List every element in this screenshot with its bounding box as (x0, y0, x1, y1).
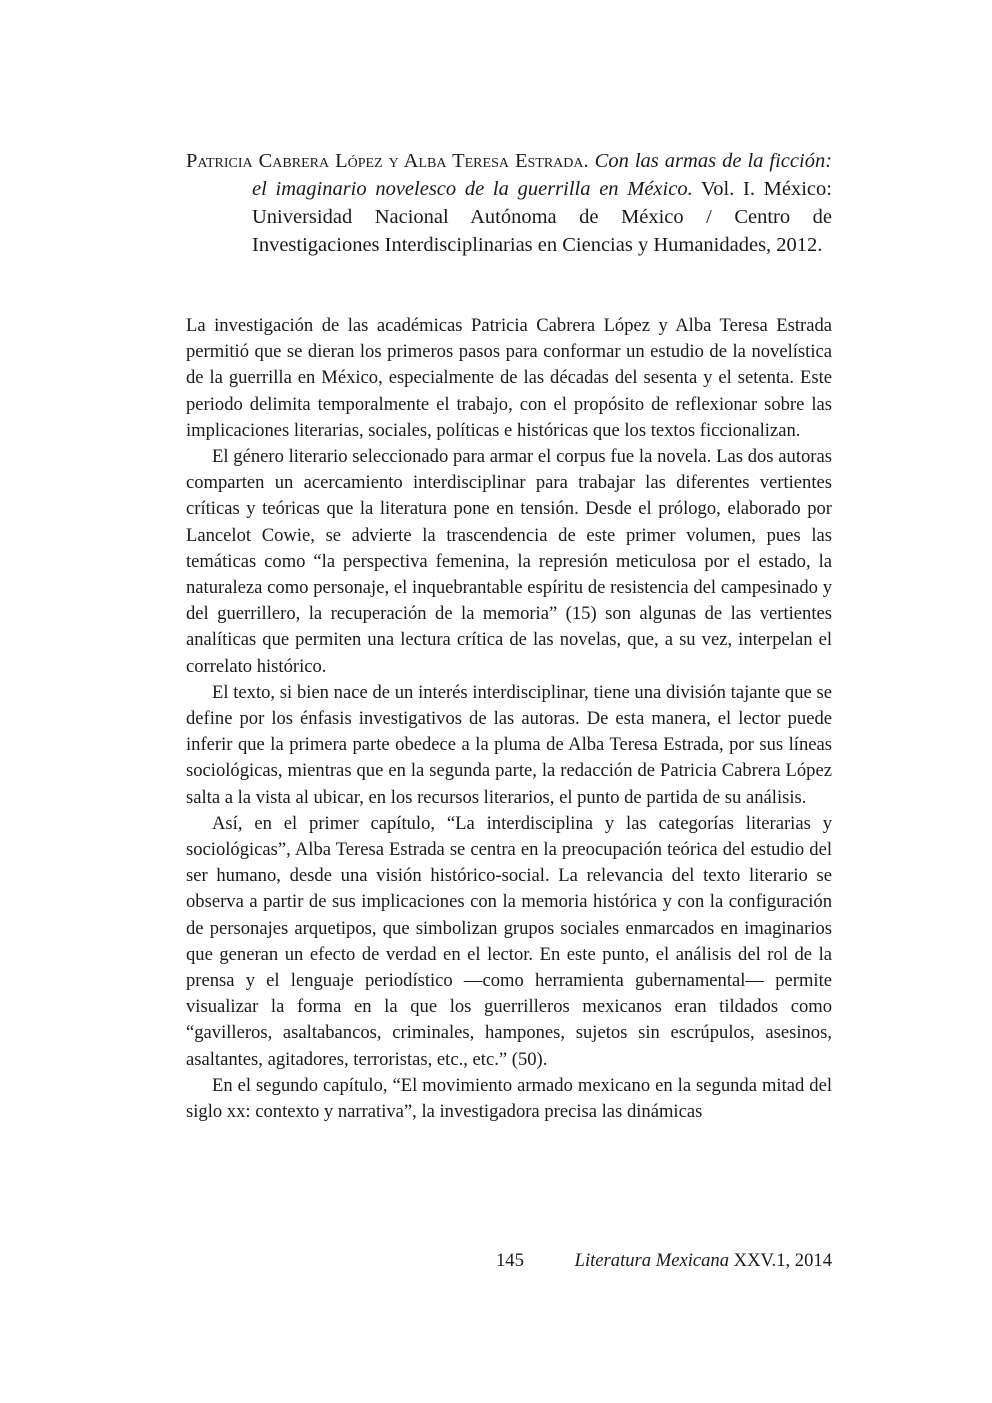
review-body (186, 313, 832, 1125)
journal-issue: XXV.1, 2014 (733, 1250, 832, 1271)
journal-title: Literatura Mexicana (574, 1250, 730, 1271)
paragraph: En el segundo capítulo, “El movimiento armado mexicano en la segunda mitad del siglo xx: contexto y narrativa”, la investigadora precisa las dinámicas (186, 1074, 832, 1123)
paragraph: El texto, si bien nace de un interés interdisciplinar, tiene una división tajante que se define por los énfasis investigativos de las autoras. De esta manera, el lector puede inferir que la primera parte obedece a la pluma de Alba Teresa Estrada, por sus líneas sociológicas, mientras que en la segunda parte, la redacción de Patricia Cabrera López salta a la vista al ubicar, en los recursos literarios, el punto de partida de su análisis. (186, 681, 832, 808)
citation-authors: Patricia Cabrera López y Alba Teresa Estrada. (186, 150, 589, 172)
bibliographic-citation (186, 147, 832, 259)
paragraph: El género literario seleccionado para armar el corpus fue la novela. Las dos autoras comparten un acercamiento interdisciplinar para trabajar las diferentes vertientes críticas y teóricas que la literatura pone en tensión. Desde el prólogo, elaborado por Lancelot Cowie, se advierte la trascendencia de este primer volumen, pues las temáticas como “la perspectiva femenina, la represión meticulosa por el estado, la naturaleza como personaje, el inquebrantable espíritu de resistencia del campesinado y del guerrillero, la recuperación de la memoria” (15) son algunas de las vertientes analíticas que permiten una lectura crítica de las novelas, que, a su vez, interpelan el correlato histórico. (186, 446, 832, 677)
page-number: 145 (496, 1250, 524, 1271)
page-footer (186, 1250, 832, 1278)
paragraph: La investigación de las académicas Patricia Cabrera López y Alba Teresa Estrada permitió que se dieran los primeros pasos para conformar un estudio de la novelística de la guerrilla en México, especialmente de las décadas del sesenta y el setenta. Este periodo delimita temporalmente el trabajo, con el propósito de reflexionar sobre las implicaciones literarias, sociales, políticas e históricas que los textos ficcionalizan. (186, 315, 832, 441)
journal-reference (575, 1250, 832, 1272)
paragraph: Así, en el primer capítulo, “La interdisciplina y las categorías literarias y sociológicas”, Alba Teresa Estrada se centra en la preocupación teórica del estudio del ser humano, desde una visión histórico-social. La relevancia del texto literario se observa a partir de sus implicaciones con la memoria histórica y con la configuración de personajes arquetipos, que simbolizan grupos sociales enmarcados en imaginarios que generan un efecto de verdad en el lector. En este punto, el análisis del rol de la prensa y el lenguaje periodístico —como herramienta gubernamental— permite visualizar la forma en la que los guerrilleros mexicanos eran tildados como “gavilleros, asaltabancos, criminales, hampones, sujetos sin escrúpulos, asesinos, asaltantes, agitadores, terroristas, etc., etc.” (50). (186, 812, 832, 1070)
citation-details: Vol. I. México: Universidad Nacional Autónoma de México / Centro de Investigaciones Interdisciplinarias en Ciencias y Humanidades, 2012. (252, 178, 832, 256)
citation-title: Con las armas de la ficción: el imaginario novelesco de la guerrilla en México. (252, 150, 833, 200)
